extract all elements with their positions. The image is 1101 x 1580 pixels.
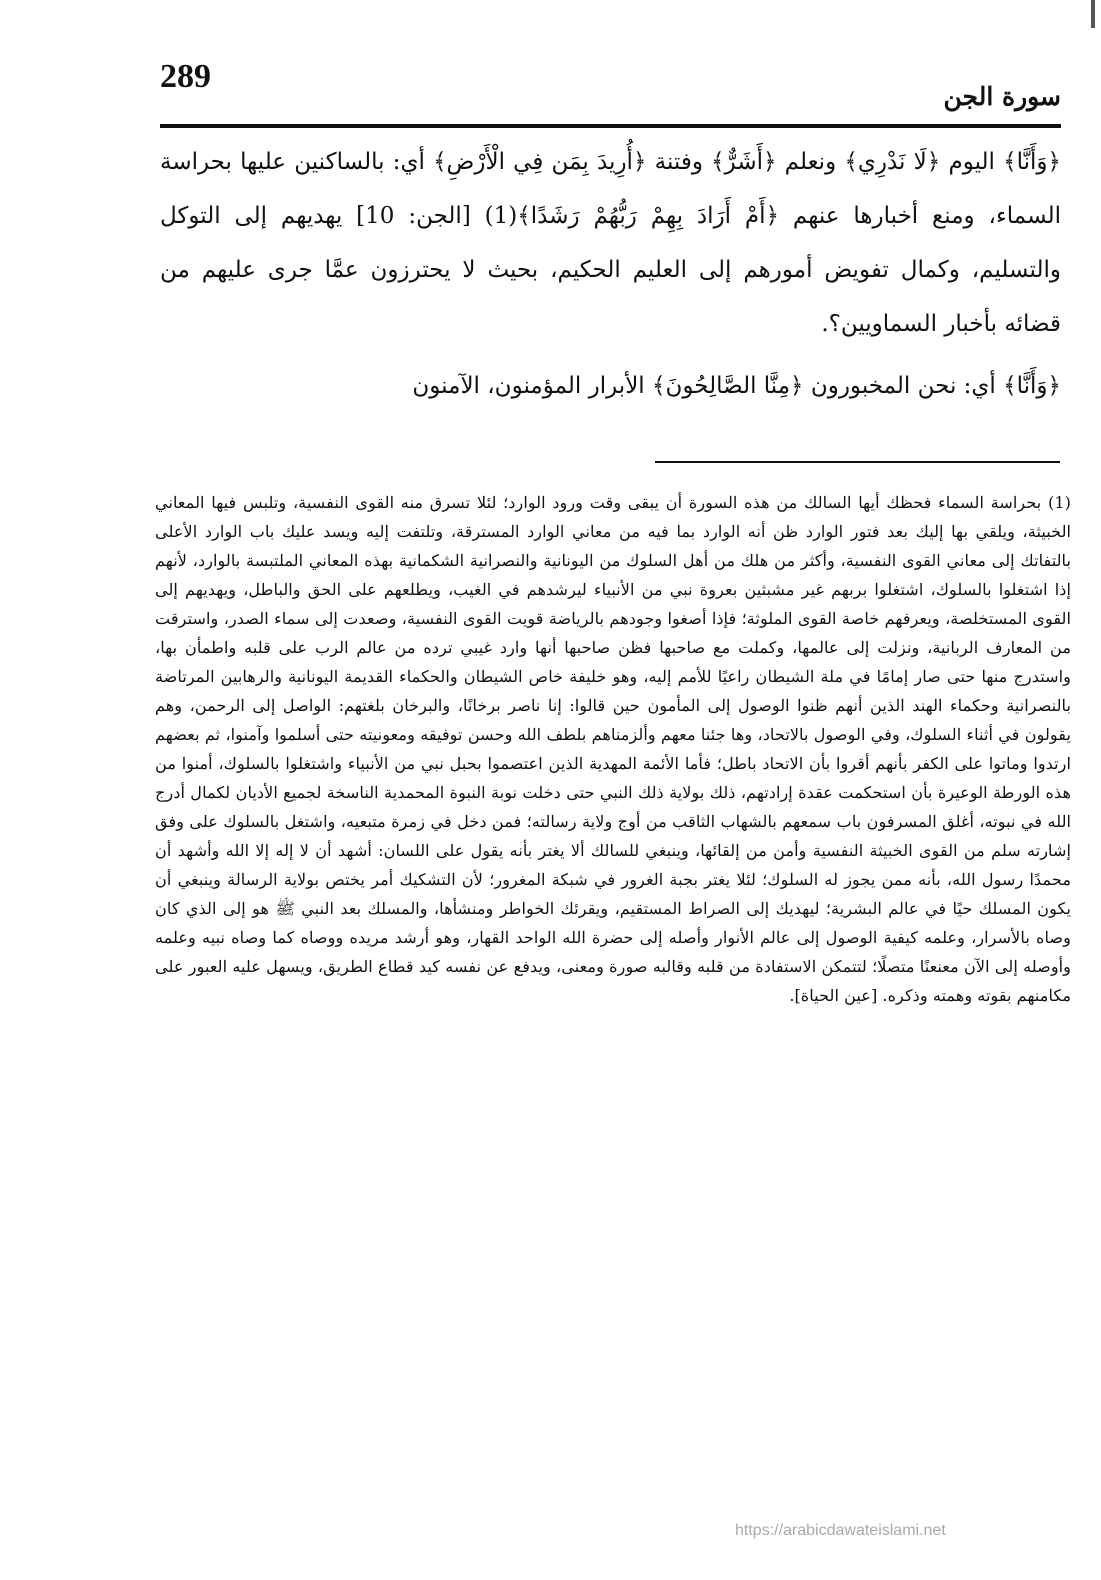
header-rule bbox=[160, 124, 1061, 128]
footnote bbox=[155, 488, 1071, 1010]
footnote-rule bbox=[655, 461, 1060, 463]
page-number: 289 bbox=[160, 58, 211, 95]
main-paragraph: ﴿وَأَنَّا﴾ أي: نحن المخبورون ﴿مِنَّا الصَّالِحُونَ﴾ الأبرار المؤمنون، الآمنون bbox=[412, 373, 1061, 399]
surah-title: سورة الجن bbox=[943, 82, 1061, 111]
footnote-text: (1) بحراسة السماء فحظك أيها السالك من هذه السورة أن يبقى وقت ورود الوارد؛ لئلا تسرق منه القوى النفسية، وتلبس فيها المعاني الخبيثة، ويلقي بها إليك بعد فتور الوارد ظن أنه الوارد بما فيه من معاني الوارد المسترقة، وتلتفت إليه ويسد عليك باب الوارد الأعلى بالتفاتك إلى معاني القوى النفسية، وأكثر من هلك من أهل السلوك من اليونانية والنصرانية الشكمانية بهذه المعاني الملتبسة بالوارد، لأنهم إذا اشتغلوا بالسلوك، اشتغلوا بربهم غير مشبثين بعروة نبي من الأنبياء ليرشدهم في الغيب، ويطلعهم على الحق والباطل، ويهديهم إلى القوى المستخلصة، ويعرفهم خاصة القوى الملوثة؛ فإذا أصغوا وجودهم بالرياضة قويت القوى النفسية، وصعدت إلى سماء الصدر، واسترقت من المعارف الربانية، ونزلت إلى عالمها، وكملت مع صاحبها فظن صاحبها أنها وارد غيبي ترده من عالم الرب على قلبه واطمأن بها، واستدرج منها حتى صار إمامًا في ملة الشيطان راعيًا للأمم إليه، وهو خليفة خاص الشيطان والحكماء القديمة اليونانية والرهابين المرتاضة بالنصرانية وحكماء الهند الذين أنهم ظنوا الوصول إلى المأمون حين قالوا: إنا ناصر برخانًا، والبرخان بلغتهم: الواصل إلى الرحمن، وهم يقولون في أثناء السلوك، وفي الوصول بالاتحاد، وها جئنا معهم وألزمناهم بلطف الله وحسن توفيقه ومعونيته حتى أسلموا وآمنوا، ثم بعضهم ارتدوا وماتوا على الكفر بأنهم أقروا بأن الاتحاد باطل؛ فأما الأئمة المهدية الذين اعتصموا بحبل نبي من الأنبياء واشتغلوا بالسلوك، أمنوا من هذه الورطة الوعيرة بأن استحكمت عقدة إرادتهم، ذلك بولاية ذلك النبي حتى دخلت نوبة النبوة المحمدية الناسخة لجميع الأديان لكمال أدرج الله في نبوته، أغلق المسرفون باب سمعهم بالشهاب الثاقب من أوج ولاية رسالته؛ فمن دخل في زمرة متبعيه، واشتغل بالسلوك على وفق إشارته سلم من القوى الخبيثة النفسية وأمن من إلقائها، وينبغي للسالك ألا يغتر بأنه يقول على اللسان: أشهد أن لا إله إلا الله وأشهد أن محمدًا رسول الله، بأنه ممن يجوز له السلوك؛ لئلا يغتر بجبة الغرور في شبكة المغرور؛ لأن التشكيك أمر يختص بولاية الرسالة وينبغي أن يكون المسلك حيًا في عالم البشرية؛ ليهديك إلى الصراط المستقيم، ويقرئك الخواطر ومنشأها، والمسلك بعد النبي ﷺ هو إلى الذي كان وصاه بالأسرار، وعلمه كيفية الوصول إلى عالم الأنوار وأصله إلى حضرة الله الواحد القهار، وهو أرشد مريده ووصاه كما وصاه نبيه وعلمه وأوصله إلى الآن معنعنًا متصلًا؛ لتتمكن الاستفادة من قلبه وقالبه صورة ومعنى، ويدفع عن نفسه كيد قطاع الطريق، ويسهل عليه العبور على مكامنهم بقوته وهمته وذكره. [عين الحياة]. bbox=[155, 493, 1071, 1005]
watermark: https://arabicdawateislami.net bbox=[735, 1522, 946, 1539]
main-paragraph: ﴿وَأَنَّا﴾ اليوم ﴿لَا نَدْرِي﴾ ونعلم ﴿أَشَرٌّ﴾ وفتنة ﴿أُرِيدَ بِمَن فِي الْأَرْضِ﴾ أي: بالساكنين عليها بحراسة السماء، ومنع أخبارها عنهم ﴿أَمْ أَرَادَ بِهِمْ رَبُّهُمْ رَشَدًا﴾(1) [الجن: 10] يهديهم إلى التوكل والتسليم، وكمال تفويض أمورهم إلى العليم الحكيم، بحيث لا يحترزون عمَّا جرى عليهم من قضائه بأخبار السماويين؟. bbox=[160, 149, 1061, 337]
main-text bbox=[160, 135, 1061, 413]
margin-mark bbox=[1091, 0, 1095, 28]
